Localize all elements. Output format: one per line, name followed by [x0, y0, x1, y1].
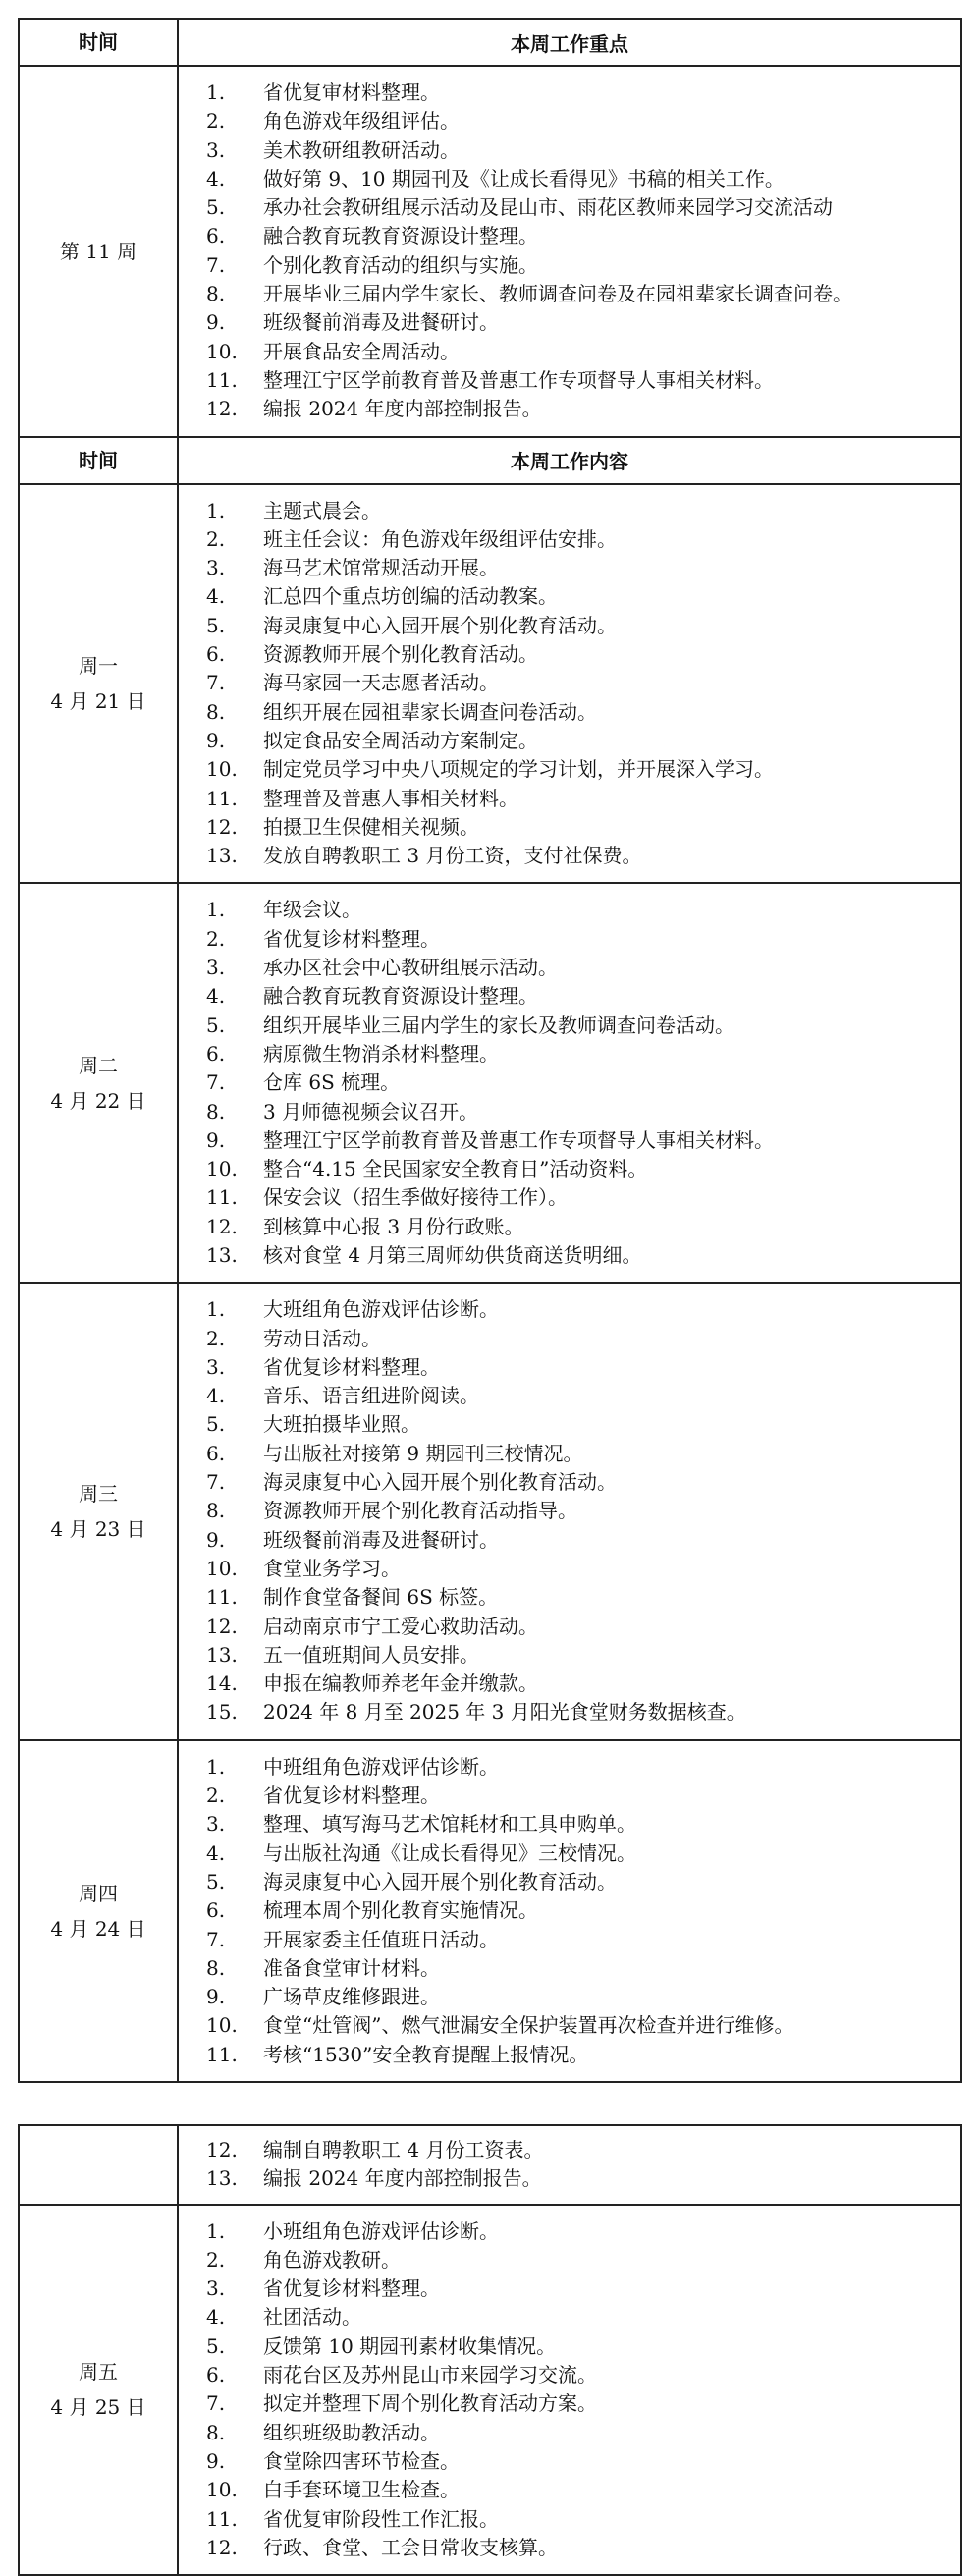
list-item	[206, 727, 960, 755]
item-number: 10.	[206, 339, 238, 363]
header-row-content	[19, 437, 961, 484]
weekday-label: 周一	[79, 653, 118, 678]
list-item	[206, 2361, 960, 2389]
item-number: 10.	[206, 2013, 238, 2038]
week-label: 第 11 周	[19, 66, 178, 437]
item-text: 角色游戏教研。	[263, 2247, 401, 2272]
item-number: 14.	[206, 1672, 238, 1696]
item-number: 8.	[206, 2420, 226, 2444]
item-text: 开展食品安全周活动。	[263, 339, 460, 363]
list-item	[206, 2505, 960, 2534]
item-text: 整理江宁区学前教育普及普惠工作专项督导人事相关材料。	[263, 1127, 774, 1152]
item-number: 6.	[206, 1898, 226, 1923]
item-text: 到核算中心报 3 月份行政账。	[263, 1214, 524, 1238]
item-number: 7.	[206, 1070, 226, 1095]
list-item	[206, 1295, 960, 1324]
list-item	[206, 2332, 960, 2361]
list-item	[206, 1382, 960, 1410]
item-number: 12.	[206, 2138, 238, 2162]
item-number: 9.	[206, 1127, 226, 1152]
item-number: 6.	[206, 1441, 226, 1465]
day-items	[178, 484, 961, 884]
item-text: 角色游戏年级组评估。	[263, 109, 460, 134]
item-number: 3.	[206, 2276, 226, 2301]
header-time-2: 时间	[19, 437, 178, 484]
list-item	[206, 1613, 960, 1641]
date-label: 4 月 25 日	[50, 2395, 146, 2420]
item-number: 13.	[206, 1642, 238, 1667]
item-text: 拟定并整理下周个别化教育活动方案。	[263, 2391, 597, 2416]
list-item	[206, 222, 960, 250]
item-number: 7.	[206, 2391, 226, 2416]
item-text: 保安会议（招生季做好接待工作）。	[263, 1185, 568, 1210]
day-cell	[19, 1740, 178, 2082]
item-number: 5.	[206, 1013, 226, 1037]
item-number: 10.	[206, 2478, 238, 2502]
item-number: 12.	[206, 1214, 238, 1238]
item-text: 班级餐前消毒及进餐研讨。	[263, 1527, 499, 1552]
item-number: 12.	[206, 397, 238, 421]
item-text: 资源教师开展个别化教育活动指导。	[263, 1499, 577, 1523]
list-item	[206, 785, 960, 813]
item-text: 准备食堂审计材料。	[263, 1955, 440, 1980]
item-text: 雨花台区及苏州昆山市来园学习交流。	[263, 2363, 597, 2387]
day-cell	[19, 484, 178, 884]
date-label: 4 月 24 日	[50, 1916, 146, 1941]
item-number: 12.	[206, 814, 238, 839]
day-cell-friday	[19, 2205, 178, 2576]
item-number: 9.	[206, 310, 226, 335]
item-text: 考核“1530”安全教育提醒上报情况。	[263, 2042, 589, 2066]
week-focus-row	[19, 66, 961, 437]
weekday-label: 周二	[79, 1053, 118, 1077]
date-label: 4 月 22 日	[50, 1088, 146, 1113]
day-items	[178, 1283, 961, 1739]
list-item	[206, 1698, 960, 1726]
item-number: 9.	[206, 2448, 226, 2473]
list-item	[206, 2419, 960, 2447]
item-text: 开展毕业三届内学生家长、教师调查问卷及在园祖辈家长调查问卷。	[263, 282, 852, 306]
list-item	[206, 2534, 960, 2562]
list-item	[206, 1183, 960, 1212]
item-text: 整理普及普惠人事相关材料。	[263, 786, 518, 810]
item-number: 10.	[206, 1157, 238, 1181]
item-number: 4.	[206, 2305, 226, 2329]
item-text: 海灵康复中心入园开展个别化教育活动。	[263, 1470, 617, 1495]
list-item	[206, 813, 960, 842]
list-item	[206, 1410, 960, 1439]
list-item	[206, 165, 960, 193]
list-item	[206, 582, 960, 611]
item-text: 发放自聘教职工 3 月份工资，支付社保费。	[263, 844, 642, 868]
item-number: 8.	[206, 1955, 226, 1980]
list-item	[206, 2165, 960, 2193]
list-item	[206, 1497, 960, 1525]
item-number: 10.	[206, 757, 238, 782]
item-number: 11.	[206, 786, 238, 810]
item-text: 白手套环境卫生检查。	[263, 2478, 460, 2502]
item-text: 食堂“灶管阀”、燃气泄漏安全保护装置再次检查并进行维修。	[263, 2013, 794, 2038]
weekday-label: 周五	[79, 2360, 118, 2384]
list-item	[206, 308, 960, 337]
item-text: 整理、填写海马艺术馆耗材和工具申购单。	[263, 1812, 636, 1836]
list-item	[206, 2389, 960, 2418]
item-text: 拍摄卫生保健相关视频。	[263, 814, 479, 839]
item-text: 小班组角色游戏评估诊断。	[263, 2219, 499, 2243]
item-text: 行政、食堂、工会日常收支核算。	[263, 2535, 558, 2559]
item-number: 8.	[206, 699, 226, 724]
item-text: 开展家委主任值班日活动。	[263, 1927, 499, 1951]
item-number: 2.	[206, 526, 226, 551]
item-number: 2.	[206, 1326, 226, 1350]
list-item	[206, 395, 960, 423]
item-number: 3.	[206, 1812, 226, 1836]
item-number: 13.	[206, 2166, 238, 2191]
item-text: 大班组角色游戏评估诊断。	[263, 1297, 499, 1322]
item-text: 2024 年 8 月至 2025 年 3 月阳光食堂财务数据核查。	[263, 1700, 746, 1725]
day-row	[19, 1740, 961, 2082]
continued-list	[178, 2125, 961, 2205]
list-item	[206, 2303, 960, 2331]
list-item	[206, 366, 960, 395]
list-item	[206, 1468, 960, 1497]
item-text: 汇总四个重点坊创编的活动教案。	[263, 584, 558, 609]
item-text: 年级会议。	[263, 898, 361, 922]
list-item	[206, 2246, 960, 2275]
item-number: 6.	[206, 2363, 226, 2387]
day-items	[178, 883, 961, 1283]
item-number: 7.	[206, 252, 226, 277]
list-item	[206, 137, 960, 165]
item-number: 1.	[206, 1297, 226, 1322]
list-item	[206, 842, 960, 870]
list-item	[206, 525, 960, 554]
list-item	[206, 1983, 960, 2011]
day-row	[19, 484, 961, 884]
item-number: 5.	[206, 2333, 226, 2358]
list-item	[206, 1810, 960, 1838]
list-item	[206, 669, 960, 697]
item-text: 融合教育玩教育资源设计整理。	[263, 224, 538, 248]
item-number: 2.	[206, 2247, 226, 2272]
header-focus: 本周工作重点	[178, 19, 961, 66]
item-text: 拟定食品安全周活动方案制定。	[263, 728, 538, 752]
item-text: 资源教师开展个别化教育活动。	[263, 642, 538, 667]
list-item	[206, 1641, 960, 1670]
list-item	[206, 2011, 960, 2040]
list-item	[206, 1098, 960, 1126]
list-item	[206, 1555, 960, 1583]
list-item	[206, 1241, 960, 1270]
item-number: 7.	[206, 1927, 226, 1951]
list-item	[206, 1325, 960, 1353]
list-item	[206, 1896, 960, 1925]
item-number: 6.	[206, 642, 226, 667]
item-number: 9.	[206, 1527, 226, 1552]
item-number: 2.	[206, 1783, 226, 1808]
item-text: 制定党员学习中央八项规定的学习计划，并开展深入学习。	[263, 757, 774, 782]
header-content: 本周工作内容	[178, 437, 961, 484]
weekly-plan-table	[18, 18, 962, 2083]
item-number: 7.	[206, 1470, 226, 1495]
item-text: 申报在编教师养老年金并缴款。	[263, 1672, 538, 1696]
day-row-friday	[19, 2205, 961, 2576]
item-text: 海马艺术馆常规活动开展。	[263, 556, 499, 580]
list-item	[206, 1012, 960, 1040]
item-text: 做好第 9、10 期园刊及《让成长看得见》书稿的相关工作。	[263, 166, 785, 191]
item-text: 与出版社沟通《让成长看得见》三校情况。	[263, 1840, 636, 1865]
item-number: 8.	[206, 1499, 226, 1523]
item-text: 海灵康复中心入园开展个别化教育活动。	[263, 613, 617, 637]
item-number: 11.	[206, 1585, 238, 1610]
item-number: 4.	[206, 1840, 226, 1865]
item-number: 2.	[206, 926, 226, 951]
date-label: 4 月 21 日	[50, 688, 146, 713]
item-number: 11.	[206, 367, 238, 392]
item-text: 组织开展在园祖辈家长调查问卷活动。	[263, 699, 597, 724]
list-item	[206, 1954, 960, 1983]
item-number: 12.	[206, 2535, 238, 2559]
list-item	[206, 1213, 960, 1241]
list-item	[206, 1781, 960, 1810]
list-item	[206, 1583, 960, 1612]
item-number: 4.	[206, 584, 226, 609]
list-item	[206, 497, 960, 525]
item-number: 11.	[206, 2042, 238, 2066]
continued-row	[19, 2125, 961, 2205]
list-item	[206, 1353, 960, 1382]
list-item	[206, 1155, 960, 1183]
day-cell	[19, 1283, 178, 1739]
item-number: 3.	[206, 556, 226, 580]
focus-list	[178, 66, 961, 437]
item-text: 广场草皮维修跟进。	[263, 1985, 440, 2009]
item-text: 主题式晨会。	[263, 498, 381, 522]
item-text: 组织开展毕业三届内学生的家长及教师调查问卷活动。	[263, 1013, 734, 1037]
item-text: 省优复诊材料整理。	[263, 926, 440, 951]
item-number: 13.	[206, 844, 238, 868]
item-number: 5.	[206, 195, 226, 220]
item-number: 2.	[206, 109, 226, 134]
list-item	[206, 2218, 960, 2246]
item-number: 5.	[206, 1869, 226, 1893]
item-text: 省优复诊材料整理。	[263, 1354, 440, 1379]
item-text: 3 月师德视频会议召开。	[263, 1099, 479, 1124]
item-text: 班级餐前消毒及进餐研讨。	[263, 310, 499, 335]
item-text: 劳动日活动。	[263, 1326, 381, 1350]
list-item	[206, 982, 960, 1011]
day-items-friday	[178, 2205, 961, 2576]
item-text: 个别化教育活动的组织与实施。	[263, 252, 538, 277]
list-item	[206, 1753, 960, 1781]
item-number: 4.	[206, 1384, 226, 1408]
item-number: 3.	[206, 956, 226, 980]
item-text: 社团活动。	[263, 2305, 361, 2329]
list-item	[206, 1069, 960, 1097]
item-number: 3.	[206, 1354, 226, 1379]
item-text: 融合教育玩教育资源设计整理。	[263, 984, 538, 1009]
item-number: 1.	[206, 2219, 226, 2243]
list-item	[206, 2275, 960, 2303]
item-number: 10.	[206, 1556, 238, 1580]
item-text: 省优复诊材料整理。	[263, 1783, 440, 1808]
item-text: 音乐、语言组进阶阅读。	[263, 1384, 479, 1408]
item-text: 食堂业务学习。	[263, 1556, 401, 1580]
item-text: 海灵康复中心入园开展个别化教育活动。	[263, 1869, 617, 1893]
item-number: 8.	[206, 1099, 226, 1124]
item-text: 组织班级助教活动。	[263, 2420, 440, 2444]
item-text: 美术教研组教研活动。	[263, 137, 460, 162]
day-row	[19, 1283, 961, 1739]
item-text: 省优复诊材料整理。	[263, 2276, 440, 2301]
weekday-label: 周四	[79, 1881, 118, 1905]
item-text: 承办社会教研组展示活动及昆山市、雨花区教师来园学习交流活动	[263, 195, 833, 220]
item-text: 省优复审阶段性工作汇报。	[263, 2506, 499, 2531]
item-text: 制作食堂备餐间 6S 标签。	[263, 1585, 499, 1610]
item-number: 11.	[206, 2506, 238, 2531]
item-number: 1.	[206, 81, 226, 104]
item-text: 编报 2024 年度内部控制报告。	[263, 2166, 542, 2191]
list-item	[206, 1926, 960, 1954]
item-number: 3.	[206, 137, 226, 162]
item-number: 7.	[206, 671, 226, 695]
list-item	[206, 1839, 960, 1868]
list-item	[206, 1670, 960, 1698]
list-item	[206, 107, 960, 136]
list-item	[206, 193, 960, 222]
list-item	[206, 2041, 960, 2069]
list-item	[206, 1526, 960, 1555]
item-text: 整理江宁区学前教育普及普惠工作专项督导人事相关材料。	[263, 367, 774, 392]
list-item	[206, 640, 960, 669]
list-item	[206, 79, 960, 107]
item-number: 15.	[206, 1700, 238, 1725]
item-number: 6.	[206, 224, 226, 248]
item-number: 1.	[206, 1754, 226, 1779]
item-text: 仓库 6S 梳理。	[263, 1070, 401, 1095]
item-text: 编制自聘教职工 4 月份工资表。	[263, 2138, 544, 2162]
item-number: 6.	[206, 1041, 226, 1066]
item-number: 5.	[206, 613, 226, 637]
item-number: 4.	[206, 166, 226, 191]
item-number: 9.	[206, 728, 226, 752]
item-text: 班主任会议：角色游戏年级组评估安排。	[263, 526, 617, 551]
item-text: 病原微生物消杀材料整理。	[263, 1041, 499, 1066]
item-text: 梳理本周个别化教育实施情况。	[263, 1898, 538, 1923]
item-number: 9.	[206, 1985, 226, 2009]
list-item	[206, 954, 960, 982]
item-number: 13.	[206, 1242, 238, 1267]
item-text: 大班拍摄毕业照。	[263, 1412, 420, 1437]
item-text: 五一值班期间人员安排。	[263, 1642, 479, 1667]
day-row	[19, 883, 961, 1283]
continued-day-cell	[19, 2125, 178, 2205]
item-text: 整合“4.15 全民国家安全教育日”活动资料。	[263, 1157, 648, 1181]
item-text: 中班组角色游戏评估诊断。	[263, 1754, 499, 1779]
list-item	[206, 338, 960, 366]
item-text: 启动南京市宁工爱心救助活动。	[263, 1614, 538, 1638]
list-item	[206, 251, 960, 280]
item-number: 4.	[206, 984, 226, 1009]
list-item	[206, 755, 960, 784]
list-item	[206, 2476, 960, 2504]
day-items	[178, 1740, 961, 2082]
list-item	[206, 1040, 960, 1069]
header-row-focus	[19, 19, 961, 66]
list-item	[206, 1126, 960, 1155]
list-item	[206, 280, 960, 308]
weekday-label: 周三	[79, 1482, 118, 1506]
item-text: 与出版社对接第 9 期园刊三校情况。	[263, 1441, 583, 1465]
date-label: 4 月 23 日	[50, 1517, 146, 1541]
item-text: 承办区社会中心教研组展示活动。	[263, 956, 558, 980]
list-item	[206, 554, 960, 582]
item-text: 海马家园一天志愿者活动。	[263, 671, 499, 695]
item-number: 8.	[206, 282, 226, 306]
item-text: 核对食堂 4 月第三周师幼供货商送货明细。	[263, 1242, 642, 1267]
day-cell	[19, 883, 178, 1283]
list-item	[206, 2136, 960, 2165]
item-text: 反馈第 10 期园刊素材收集情况。	[263, 2333, 557, 2358]
item-number: 5.	[206, 1412, 226, 1437]
list-item	[206, 612, 960, 640]
item-number: 12.	[206, 1614, 238, 1638]
list-item	[206, 896, 960, 924]
item-text: 编报 2024 年度内部控制报告。	[263, 397, 542, 421]
list-item	[206, 2447, 960, 2476]
list-item	[206, 925, 960, 954]
item-text: 食堂除四害环节检查。	[263, 2448, 460, 2473]
list-item	[206, 1868, 960, 1896]
item-text: 省优复审材料整理。	[263, 81, 440, 104]
list-item	[206, 1440, 960, 1468]
header-time: 时间	[19, 19, 178, 66]
item-number: 11.	[206, 1185, 238, 1210]
list-item	[206, 698, 960, 727]
item-number: 1.	[206, 898, 226, 922]
item-number: 1.	[206, 498, 226, 522]
weekly-plan-table-continued	[18, 2124, 962, 2576]
